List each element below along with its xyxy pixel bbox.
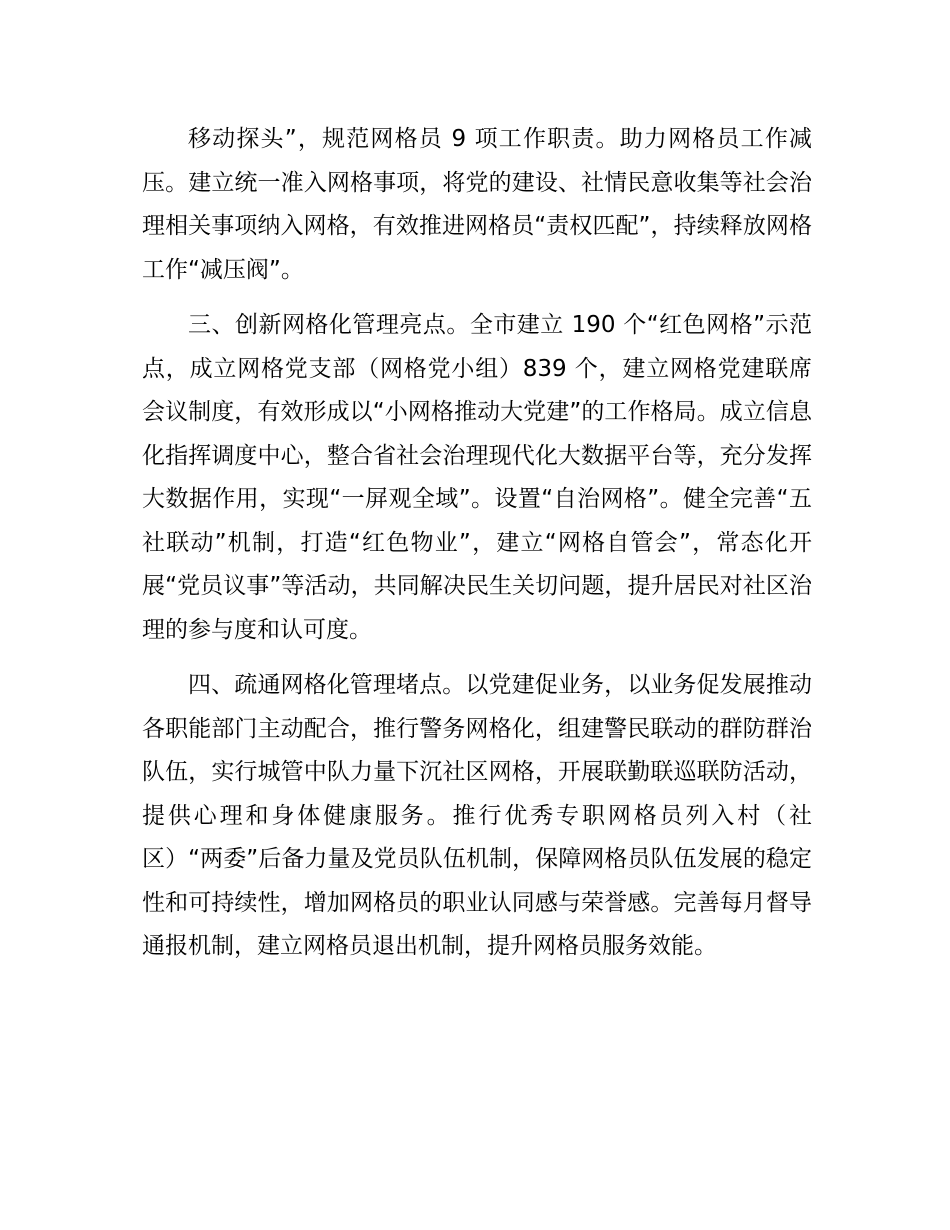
paragraph-section-four: 四、疏通网格化管理堵点。以党建促业务，以业务促发展推动各职能部门主动配合，推行警务网格化，组建警民联动的群防群治队伍，实行城管中队力量下沉社区网格，开展联勤联巡联防活动，提供心理和身体健康服务。推行优秀专职网格员列入村（社区）“两委”后备力量及党员队伍机制，保障网格员队伍发展的稳定性和可持续性，增加网格员的职业认同感与荣誉感。完善每月督导通报机制，建立网格员退出机制，提升网格员服务效能。 bbox=[142, 672, 812, 959]
paragraph-continuation: 移动探头”，规范网格员 9 项工作职责。助力网格员工作减压。建立统一准入网格事项，将党的建设、社情民意收集等社会治理相关事项纳入网格，有效推进网格员“责权匹配”，持续释放网格工作“减压阀”。 bbox=[142, 126, 812, 283]
document-body bbox=[142, 118, 812, 981]
paragraph-section-three: 三、创新网格化管理亮点。全市建立 190 个“红色网格”示范点，成立网格党支部（网格党小组）839 个，建立网格党建联席会议制度，有效形成以“小网格推动大党建”的工作格局。成立信息化指挥调度中心，整合省社会治理现代化大数据平台等，充分发挥大数据作用，实现“一屏观全域”。设置“自治网格”。健全完善“五社联动”机制，打造“红色物业”，建立“网格自管会”，常态化开展“党员议事”等活动，共同解决民生关切问题，提升居民对社区治理的参与度和认可度。 bbox=[142, 312, 812, 643]
